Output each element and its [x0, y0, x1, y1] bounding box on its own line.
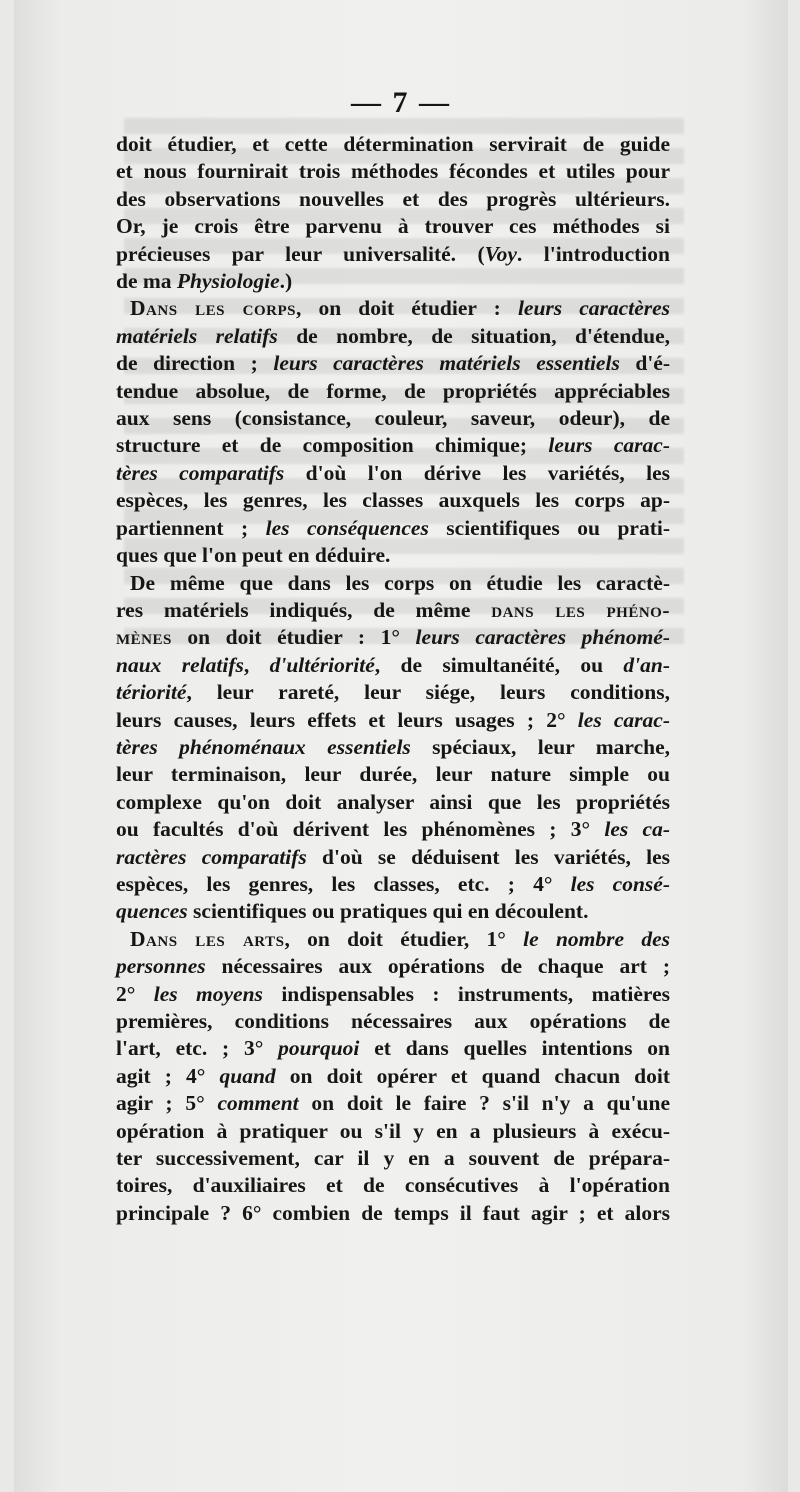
text-line	[116, 652, 670, 679]
text-run: principale ? 6° combien de temps il faut agir ; et alors	[116, 1200, 670, 1225]
paragraph	[116, 295, 670, 569]
text-run: opération à pratiquer ou s'il y en a plusieurs à exécu-	[116, 1118, 670, 1143]
text-line	[116, 1090, 670, 1117]
text-line	[116, 268, 670, 295]
italic-text: leurs caractères matériels essentiels	[273, 351, 620, 376]
text-run: espèces, les genres, les classes, etc. ; 4°	[116, 871, 571, 896]
text-run: ,	[243, 652, 270, 677]
text-run: complexe qu'on doit analyser ainsi que les propriétés	[116, 789, 670, 814]
text-line	[116, 789, 670, 816]
text-run: partiennent ;	[116, 515, 266, 540]
text-line	[116, 323, 670, 350]
text-run: 2°	[116, 981, 154, 1006]
text-line	[116, 295, 670, 322]
text-run: agit ; 4°	[116, 1063, 220, 1088]
text-run: De même que dans les corps on étudie les caractè-	[130, 570, 670, 595]
text-run: , on doit étudier, 1°	[284, 926, 524, 951]
text-run: leur terminaison, leur durée, leur nature simple ou	[116, 762, 670, 787]
text-run: .)	[279, 269, 293, 294]
italic-text: d'ultériorité	[269, 652, 375, 677]
text-run: ques que l'on peut en déduire.	[116, 543, 391, 568]
text-run: , leur rareté, leur siége, leurs conditions,	[186, 680, 670, 705]
italic-text: le nombre des	[523, 926, 670, 951]
text-run: . l'introduction	[516, 241, 670, 266]
text-line	[116, 1145, 670, 1172]
text-run: ter successivement, car il y en a souvent de prépara-	[116, 1146, 670, 1171]
book-page	[14, 0, 788, 1492]
paragraph	[116, 570, 670, 926]
text-line	[116, 1008, 670, 1035]
italic-text: les carac-	[577, 707, 670, 732]
text-run: tendue absolue, de forme, de propriétés appréciables	[116, 378, 670, 403]
italic-text: quences	[116, 899, 188, 924]
italic-text: les ca-	[604, 817, 670, 842]
text-line	[116, 816, 670, 843]
text-run: de direction ;	[116, 351, 274, 376]
text-line	[116, 487, 670, 514]
italic-text: d'an-	[623, 652, 670, 677]
italic-text: tères phénoménaux essentiels	[116, 734, 411, 759]
text-line	[116, 1035, 670, 1062]
paragraph	[116, 926, 670, 1227]
text-run: aux sens (consistance, couleur, saveur, odeur), de	[116, 406, 670, 431]
text-line	[116, 1063, 670, 1090]
italic-text: pourquoi	[278, 1036, 360, 1061]
italic-text: les conséquences	[265, 515, 429, 540]
text-run: premières, conditions nécessaires aux opérations de	[116, 1009, 670, 1033]
italic-text: leurs caractères	[517, 296, 671, 321]
italic-text: quand	[219, 1063, 276, 1088]
text-line	[116, 131, 670, 158]
text-run: structure et de composition chimique;	[116, 433, 549, 458]
text-line	[116, 158, 670, 185]
text-line	[116, 761, 670, 788]
text-line	[116, 844, 670, 871]
italic-text: les consé-	[570, 871, 670, 896]
italic-text: leurs carac-	[548, 433, 670, 458]
small-caps-text: dans les phéno-	[491, 597, 670, 622]
text-run: de nombre, de situation, d'étendue,	[277, 323, 670, 348]
text-line	[116, 1118, 670, 1145]
italic-text: tères comparatifs	[116, 460, 285, 485]
page-number: — 7 —	[351, 86, 451, 119]
italic-text: Physiologie	[176, 269, 280, 294]
text-run: des observations nouvelles et des progrès ultérieurs.	[116, 186, 670, 211]
text-run: et nous fournirait trois méthodes fécondes et utiles pour	[116, 159, 670, 184]
text-run: de ma	[116, 269, 177, 294]
text-line	[116, 570, 670, 597]
text-run: Or, je crois être parvenu à trouver ces méthodes si	[116, 214, 670, 239]
text-run: nécessaires aux opérations de chaque art ;	[205, 954, 670, 979]
text-line	[116, 460, 670, 487]
small-caps-text: Dans les corps	[130, 296, 296, 321]
text-run: on doit étudier : 1°	[171, 625, 416, 650]
italic-text: ractères comparatifs	[116, 844, 307, 869]
text-run: l'art, etc. ; 3°	[116, 1036, 279, 1061]
text-run: ou facultés d'où dérivent les phénomènes ; 3°	[116, 817, 605, 842]
text-run: indispensables : instruments, matières	[262, 981, 670, 1006]
text-line	[116, 597, 670, 624]
italic-text: Voy	[484, 241, 517, 266]
italic-text: comment	[217, 1091, 299, 1116]
text-line	[116, 378, 670, 405]
text-line	[116, 186, 670, 213]
text-run: on doit opérer et quand chacun doit	[275, 1063, 671, 1088]
text-line	[116, 734, 670, 761]
text-line	[116, 926, 670, 953]
text-run: et dans quelles intentions on	[359, 1036, 670, 1061]
text-run: d'é-	[619, 351, 671, 376]
text-line	[116, 432, 670, 459]
text-run: toires, d'auxiliaires et de consécutives à l'opération	[116, 1173, 670, 1198]
text-run: scientifiques ou prati-	[428, 515, 670, 540]
body-text	[116, 131, 670, 1227]
text-run: d'où l'on dérive les variétés, les	[284, 460, 670, 485]
small-caps-text: mènes	[116, 625, 172, 650]
text-run: d'où se déduisent les variétés, les	[306, 844, 671, 869]
text-run: précieuses par leur universalité. (	[116, 241, 485, 266]
text-run: scientifiques ou pratiques qui en découlent.	[187, 899, 589, 924]
text-line	[116, 953, 670, 980]
text-run: , de simultanéité, ou	[374, 652, 624, 677]
text-line	[116, 515, 670, 542]
text-line	[116, 241, 670, 268]
text-run: res matériels indiqués, de même	[116, 597, 492, 622]
text-line	[116, 707, 670, 734]
text-line	[116, 679, 670, 706]
text-line	[116, 871, 670, 898]
italic-text: naux relatifs	[116, 652, 244, 677]
italic-text: tériorité	[116, 680, 187, 705]
text-line	[116, 405, 670, 432]
text-line	[116, 1172, 670, 1199]
text-run: on doit le faire ? s'il n'y a qu'une	[298, 1091, 670, 1116]
text-run: , on doit étudier :	[295, 296, 518, 321]
text-line	[116, 213, 670, 240]
italic-text: les moyens	[153, 981, 263, 1006]
text-line	[116, 350, 670, 377]
text-run: agir ; 5°	[116, 1091, 218, 1116]
text-line	[116, 1200, 670, 1227]
italic-text: personnes	[116, 954, 206, 979]
text-line	[116, 542, 670, 569]
text-line	[116, 898, 670, 925]
text-run: espèces, les genres, les classes auxquels les corps ap-	[116, 488, 670, 513]
text-line	[116, 981, 670, 1008]
italic-text: leurs caractères phénomé-	[415, 625, 670, 650]
text-run: doit étudier, et cette détermination servirait de guide	[116, 132, 670, 156]
text-line	[116, 624, 670, 651]
text-run: spéciaux, leur marche,	[410, 734, 670, 759]
paragraph	[116, 131, 670, 295]
small-caps-text: Dans les arts	[130, 926, 285, 951]
text-run: leurs causes, leurs effets et leurs usages ; 2°	[116, 707, 578, 732]
italic-text: matériels relatifs	[116, 323, 278, 348]
